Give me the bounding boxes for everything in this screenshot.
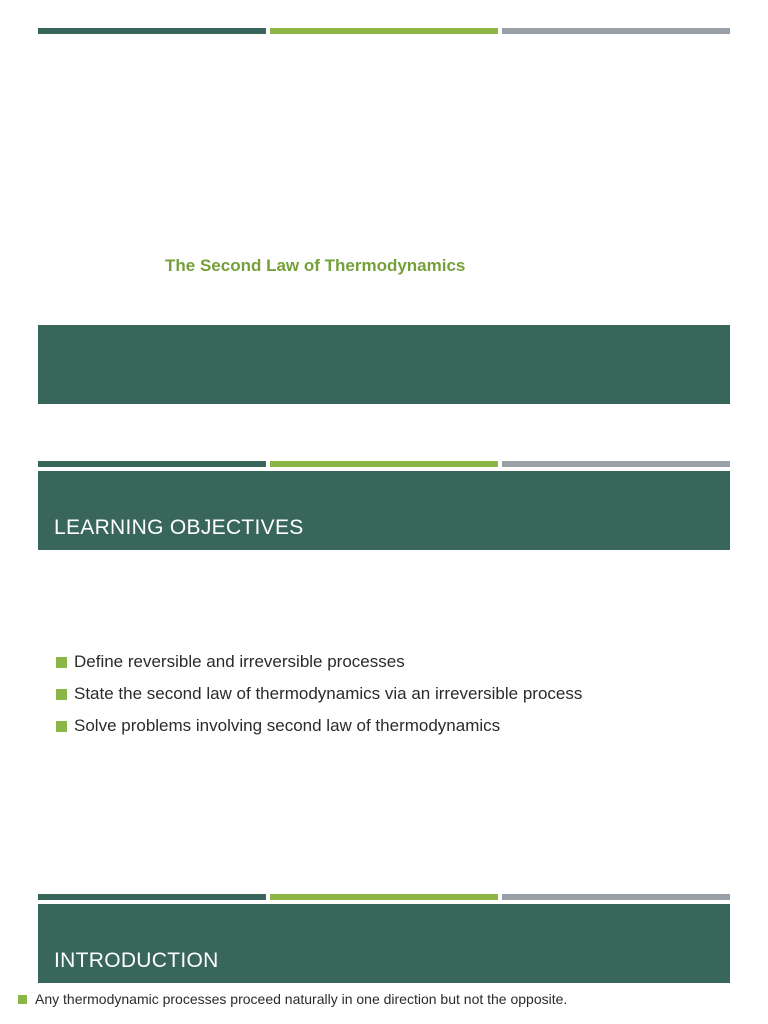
stripe-gray-segment xyxy=(502,28,730,34)
stripe-dark-green-segment xyxy=(38,894,266,900)
slide2-top-stripe xyxy=(38,461,730,467)
slide1-top-stripe xyxy=(38,28,730,34)
stripe-dark-green-segment xyxy=(38,461,266,467)
stripe-dark-green-segment xyxy=(38,28,266,34)
slide3-header-band xyxy=(38,904,730,983)
square-bullet-icon xyxy=(56,689,67,700)
stripe-light-green-segment xyxy=(270,894,498,900)
stripe-gray-segment xyxy=(502,461,730,467)
slide2-header-band xyxy=(38,471,730,550)
square-bullet-icon xyxy=(56,657,67,668)
slide1-title: The Second Law of Thermodynamics xyxy=(165,256,466,275)
learning-objectives-list xyxy=(56,646,582,742)
slide3-top-stripe xyxy=(38,894,730,900)
stripe-gray-segment xyxy=(502,894,730,900)
list-item xyxy=(18,988,567,1010)
introduction-list xyxy=(18,988,567,1010)
stripe-light-green-segment xyxy=(270,461,498,467)
objective-text: Define reversible and irreversible processes xyxy=(74,652,405,671)
slide2-heading: LEARNING OBJECTIVES xyxy=(54,516,304,539)
square-bullet-icon xyxy=(56,721,67,732)
list-item xyxy=(56,710,582,742)
slide1-footer-band xyxy=(38,325,730,404)
list-item xyxy=(56,646,582,678)
intro-text: Any thermodynamic processes proceed naturally in one direction but not the opposite. xyxy=(35,991,568,1007)
objective-text: State the second law of thermodynamics via an irreversible process xyxy=(74,684,583,703)
slide3-heading: INTRODUCTION xyxy=(54,949,219,972)
list-item xyxy=(56,678,582,710)
stripe-light-green-segment xyxy=(270,28,498,34)
square-bullet-icon xyxy=(18,995,27,1004)
objective-text: Solve problems involving second law of thermodynamics xyxy=(74,716,501,735)
